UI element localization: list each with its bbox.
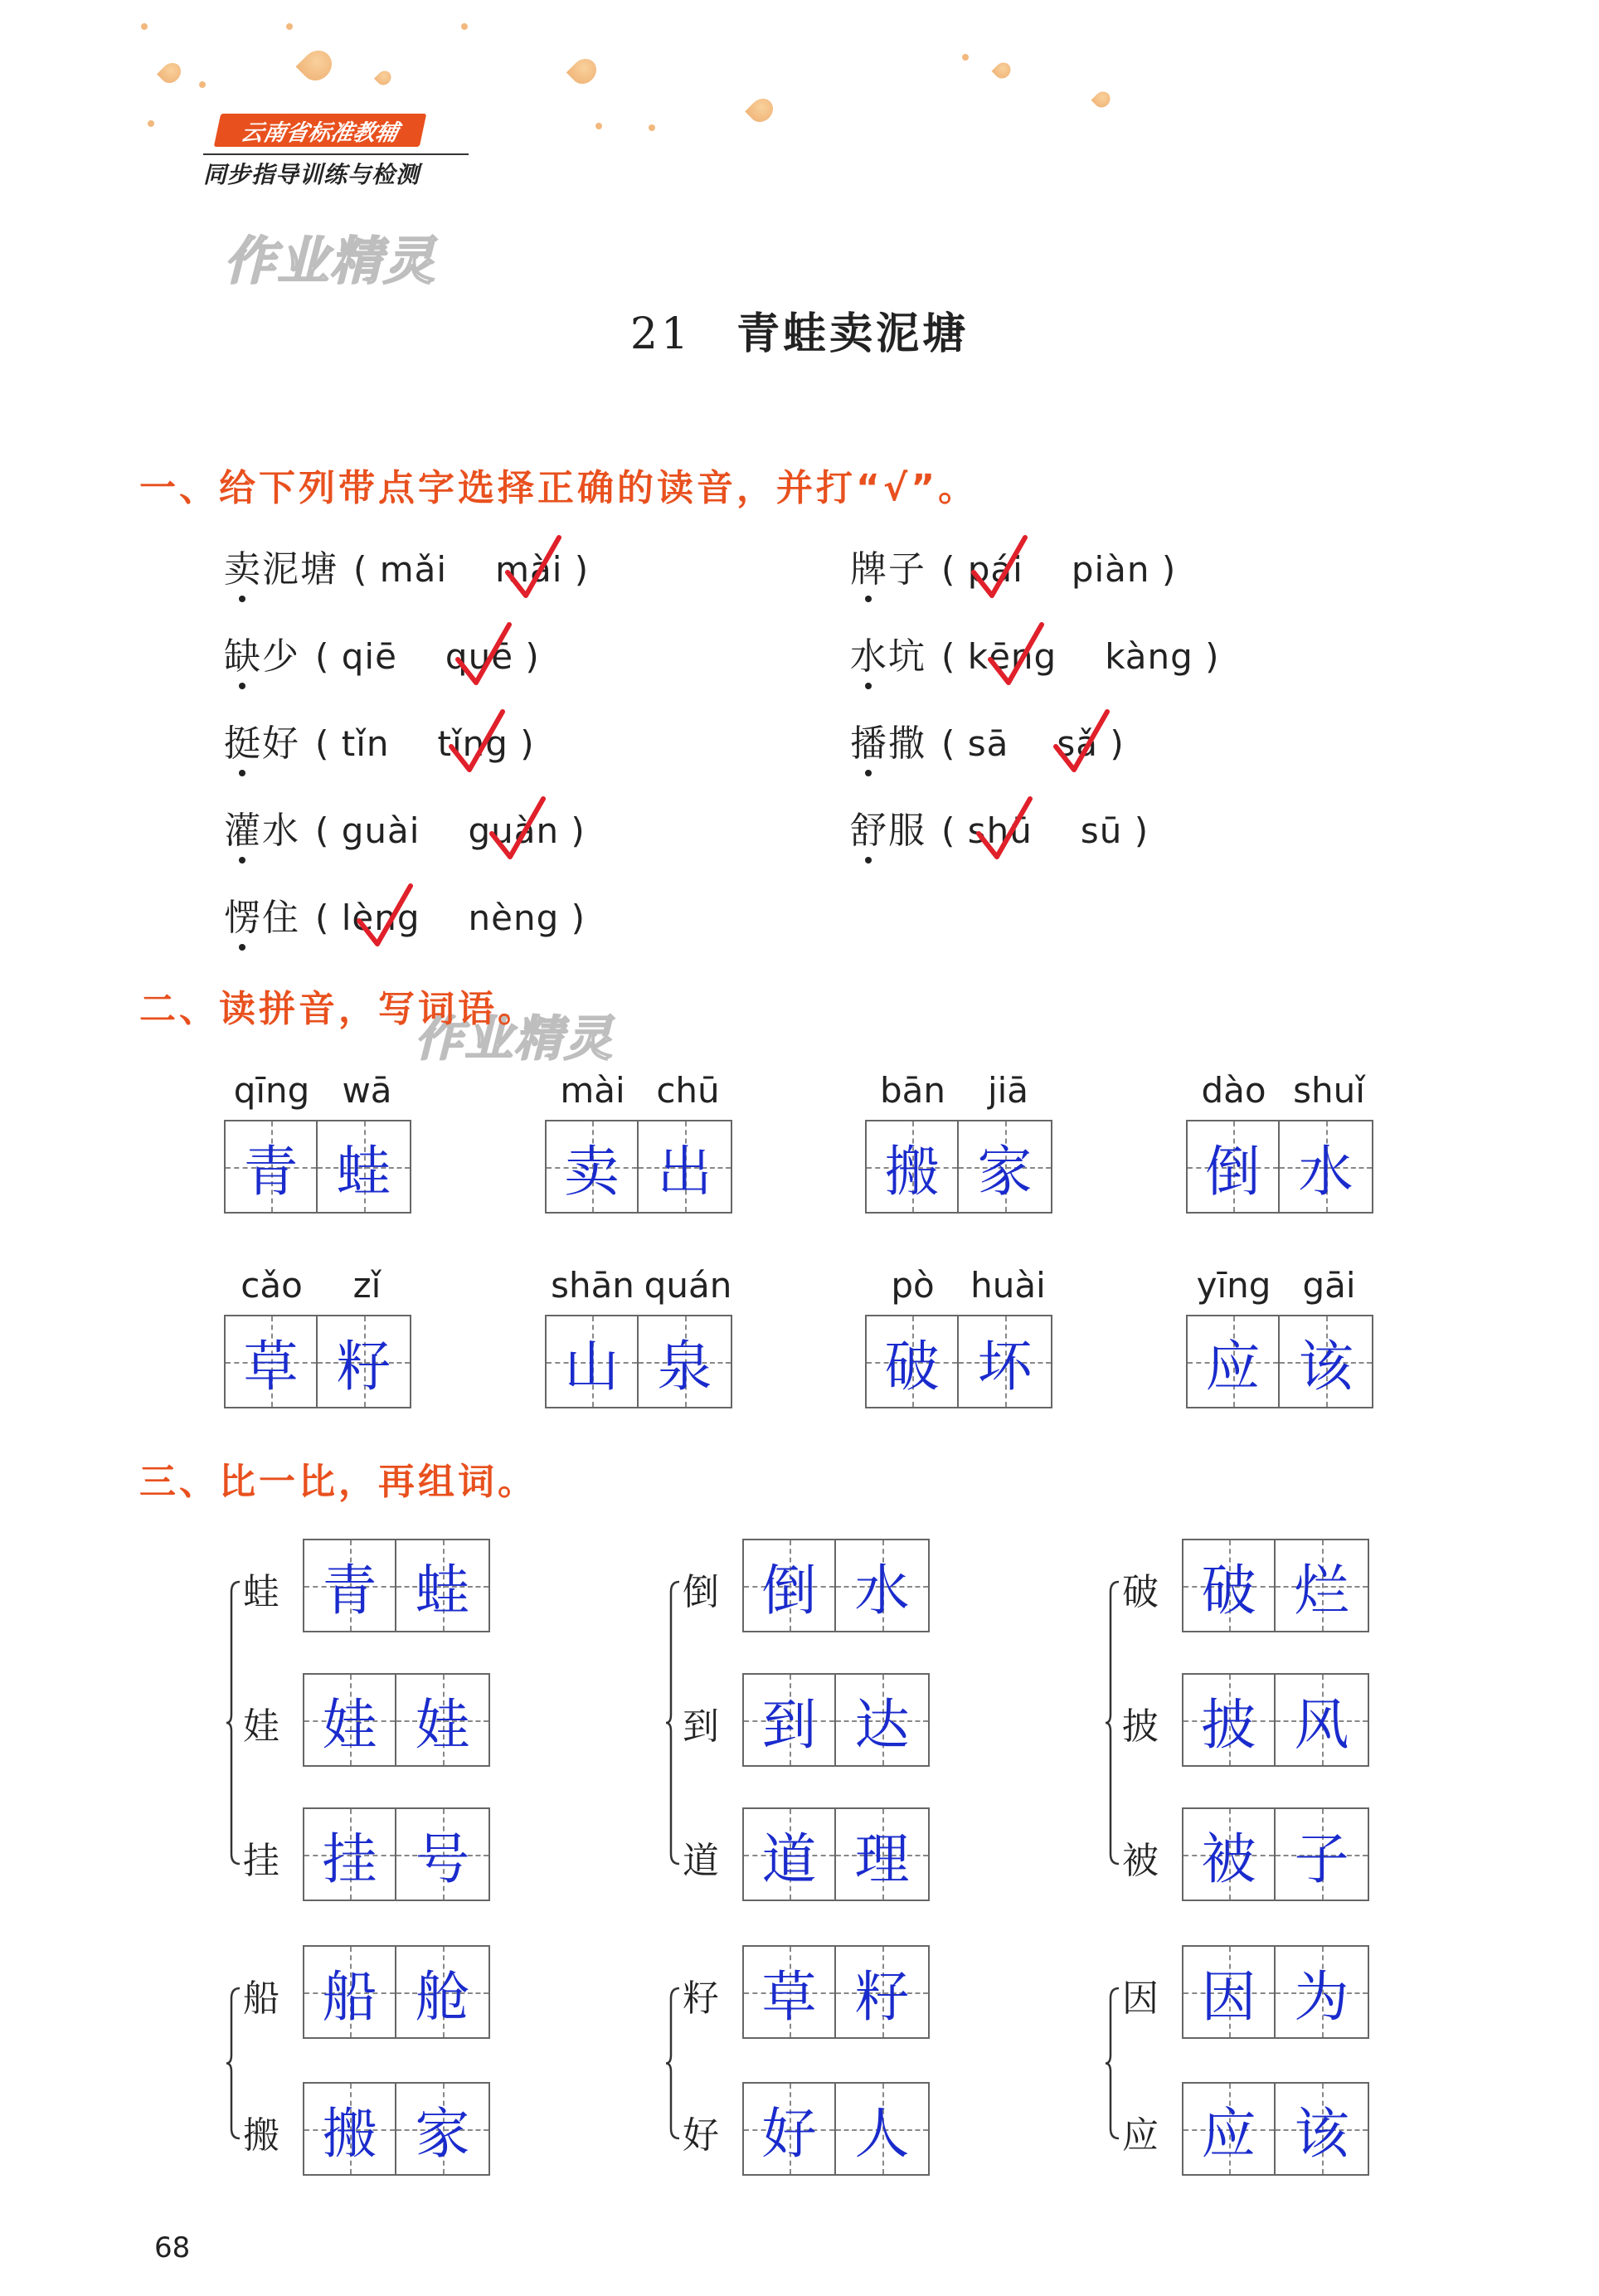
tian-grid-cell[interactable]: [836, 1673, 930, 1767]
answer-character: 船: [322, 1965, 377, 2029]
item-word: 灌水: [224, 810, 300, 852]
tian-grid-cell[interactable]: [1182, 1945, 1276, 2039]
pinyin-option[interactable]: pái: [967, 549, 1023, 590]
dot-decoration: [199, 81, 206, 88]
pinyin-options: ( guài guàn ): [315, 810, 586, 851]
item-word: 水坑: [850, 635, 926, 678]
section3-heading: 三、比一比，再组词。: [139, 1461, 537, 1503]
writing-grid[interactable]: [1186, 1120, 1373, 1214]
writing-grid[interactable]: [742, 1539, 930, 1632]
pinyin-option[interactable]: kàng: [1105, 636, 1193, 677]
pinyin-options: ( lèng nèng ): [315, 897, 586, 938]
pinyin-options: ( pái piàn ): [941, 549, 1177, 590]
writing-grid[interactable]: [1182, 1807, 1369, 1901]
tian-grid-cell[interactable]: [836, 2082, 930, 2176]
writing-grid[interactable]: [865, 1315, 1052, 1408]
answer-character: 人: [854, 2102, 910, 2166]
tian-grid-cell[interactable]: [1276, 1807, 1369, 1901]
tian-grid-cell[interactable]: [1276, 2082, 1369, 2176]
tian-grid-cell[interactable]: [1276, 1673, 1369, 1767]
brand-tag: 云南省标准教辅: [214, 114, 427, 147]
answer-character: 为: [1294, 1965, 1349, 2029]
pinyin-syllable: qīng: [233, 1070, 310, 1111]
answer-character: 搬: [322, 2102, 377, 2166]
writing-grid[interactable]: [303, 1945, 490, 2039]
compare-character: 应: [1122, 2114, 1159, 2157]
pinyin-label: [224, 1265, 415, 1306]
answer-character: 青: [243, 1140, 299, 1204]
answer-character: 倒: [761, 1559, 817, 1622]
pinyin-syllable: pò: [891, 1265, 935, 1306]
writing-grid[interactable]: [865, 1120, 1052, 1214]
answer-character: 蛙: [336, 1140, 391, 1204]
pinyin-option[interactable]: guàn: [468, 810, 560, 851]
brace-icon: [1106, 1580, 1122, 1866]
tian-grid-cell[interactable]: [1276, 1945, 1369, 2039]
pinyin-label: [545, 1070, 736, 1111]
dot-decoration: [461, 23, 468, 30]
pinyin-option[interactable]: sū: [1080, 810, 1123, 851]
tian-grid-cell[interactable]: [865, 1315, 959, 1408]
pinyin-options: ( sā sǎ ): [941, 723, 1125, 764]
item-word: 牌子: [850, 548, 926, 591]
pinyin-option[interactable]: sǎ: [1057, 723, 1098, 764]
tian-grid-cell[interactable]: [396, 1945, 490, 2039]
tian-grid-cell[interactable]: [545, 1120, 639, 1214]
answer-character: 籽: [336, 1335, 391, 1399]
tian-grid-cell[interactable]: [639, 1315, 732, 1408]
pinyin-syllable: gāi: [1302, 1265, 1356, 1306]
pinyin-syllable: shuǐ: [1293, 1070, 1365, 1111]
tian-grid-cell[interactable]: [396, 2082, 490, 2176]
answer-character: 家: [977, 1140, 1033, 1204]
pinyin-syllable: yīng: [1196, 1265, 1271, 1306]
answer-character: 到: [761, 1693, 817, 1757]
dot-decoration: [595, 123, 602, 129]
emphasis-dot: [239, 596, 245, 602]
tian-grid-cell[interactable]: [396, 1673, 490, 1767]
answer-character: 道: [761, 1827, 817, 1891]
tian-grid-cell[interactable]: [545, 1315, 639, 1408]
writing-grid[interactable]: [1182, 1673, 1369, 1767]
pinyin-syllable: mài: [560, 1070, 625, 1111]
tian-grid-cell[interactable]: [1182, 1807, 1276, 1901]
item-word: 播撒: [850, 722, 926, 765]
pinyin-label: [1186, 1070, 1377, 1111]
watermark: 作业精灵: [415, 1010, 615, 1067]
answer-character: 蛙: [415, 1559, 470, 1622]
emphasis-dot: [865, 596, 872, 602]
emphasis-dot: [239, 683, 245, 689]
answer-character: 挂: [322, 1827, 377, 1891]
compare-character: 被: [1122, 1840, 1159, 1882]
tian-grid-cell[interactable]: [742, 1539, 836, 1632]
tian-grid-cell[interactable]: [303, 1539, 396, 1632]
compare-character: 道: [683, 1840, 719, 1882]
answer-character: 坏: [977, 1335, 1033, 1399]
lesson-number: 21: [629, 309, 693, 359]
answer-character: 舱: [415, 1965, 470, 2029]
tian-grid-cell[interactable]: [396, 1807, 490, 1901]
writing-grid[interactable]: [742, 1673, 930, 1767]
answer-character: 青: [322, 1559, 377, 1622]
emphasis-dot: [239, 770, 245, 776]
answer-character: 泉: [657, 1335, 712, 1399]
dot-decoration: [286, 23, 293, 30]
pinyin-option[interactable]: sā: [967, 723, 1009, 764]
pinyin-options: ( tǐn tǐng ): [315, 723, 535, 764]
pinyin-option[interactable]: guài: [341, 810, 420, 851]
section2-heading: 二、读拼音，写词语。: [139, 988, 537, 1030]
writing-grid[interactable]: [224, 1315, 411, 1408]
tian-grid-cell[interactable]: [303, 2082, 396, 2176]
leaf-decoration: [566, 54, 601, 89]
writing-grid[interactable]: [742, 1945, 930, 2039]
writing-grid[interactable]: [1186, 1315, 1373, 1408]
item-word: 挺好: [224, 722, 300, 765]
brace-icon: [226, 1580, 243, 1866]
pinyin-option[interactable]: qiē: [341, 636, 397, 677]
pinyin-options: ( qiē quē ): [315, 636, 540, 677]
writing-grid[interactable]: [1182, 2082, 1369, 2176]
compare-character: 倒: [683, 1571, 719, 1613]
compare-character: 好: [683, 2114, 719, 2157]
tian-grid-cell[interactable]: [742, 1807, 836, 1901]
leaf-decoration: [374, 68, 394, 88]
section1-heading: 一、给下列带点字选择正确的读音，并打“√”。: [139, 467, 979, 509]
tian-grid-cell[interactable]: [303, 1945, 396, 2039]
checkmark-icon: [975, 795, 1033, 862]
tian-grid-cell[interactable]: [742, 1945, 836, 2039]
answer-character: 家: [415, 2102, 470, 2166]
tian-grid-cell[interactable]: [224, 1315, 318, 1408]
answer-character: 该: [1294, 2102, 1349, 2166]
answer-character: 水: [1298, 1140, 1354, 1204]
pinyin-syllable: huài: [970, 1265, 1046, 1306]
checkmark-icon: [1052, 708, 1111, 775]
dot-decoration: [649, 124, 655, 131]
compare-character: 搬: [243, 2114, 279, 2157]
answer-character: 好: [761, 2102, 817, 2166]
answer-character: 应: [1205, 1335, 1261, 1399]
pinyin-options: ( mǎi mài ): [353, 549, 590, 590]
writing-grid[interactable]: [1182, 1539, 1369, 1632]
pinyin-label: [224, 1070, 415, 1111]
tian-grid-cell[interactable]: [1186, 1315, 1280, 1408]
answer-character: 草: [761, 1965, 817, 2029]
pinyin-syllable: bān: [879, 1070, 946, 1111]
leaf-decoration: [992, 60, 1014, 82]
tian-grid-cell[interactable]: [1186, 1120, 1280, 1214]
tian-grid-cell[interactable]: [318, 1315, 411, 1408]
compare-character: 披: [1122, 1705, 1159, 1748]
pinyin-option[interactable]: kēng: [967, 636, 1057, 677]
pinyin-syllable: quán: [644, 1265, 732, 1306]
compare-character: 蛙: [243, 1571, 279, 1613]
answer-character: 出: [657, 1140, 712, 1204]
answer-character: 应: [1201, 2102, 1256, 2166]
checkmark-icon: [448, 708, 506, 775]
pinyin-syllable: dào: [1201, 1070, 1266, 1111]
pinyin-option[interactable]: nèng: [468, 897, 560, 938]
pinyin-option[interactable]: quē: [445, 636, 514, 677]
dot-decoration: [962, 54, 969, 61]
tian-grid-cell[interactable]: [303, 1673, 396, 1767]
pinyin-option[interactable]: lèng: [341, 897, 420, 938]
tian-grid-cell[interactable]: [959, 1120, 1052, 1214]
emphasis-dot: [239, 944, 245, 951]
tian-grid-cell[interactable]: [1280, 1120, 1373, 1214]
compare-character: 船: [243, 1977, 279, 2020]
pinyin-option[interactable]: mài: [495, 549, 563, 590]
pinyin-label: [1186, 1265, 1377, 1306]
tian-grid-cell[interactable]: [1182, 1673, 1276, 1767]
answer-character: 号: [415, 1827, 470, 1891]
writing-grid[interactable]: [742, 2082, 930, 2176]
checkmark-icon: [454, 621, 513, 688]
answer-character: 因: [1201, 1965, 1256, 2029]
lesson-name: 青蛙卖泥塘: [736, 309, 970, 359]
answer-character: 山: [564, 1335, 620, 1399]
tian-grid-cell[interactable]: [1280, 1315, 1373, 1408]
answer-character: 倒: [1205, 1140, 1261, 1204]
compare-character: 因: [1122, 1977, 1159, 2020]
writing-grid[interactable]: [303, 1539, 490, 1632]
answer-character: 娃: [322, 1693, 377, 1757]
compare-character: 挂: [243, 1840, 279, 1882]
answer-character: 籽: [854, 1965, 910, 2029]
tian-grid-cell[interactable]: [1182, 1539, 1276, 1632]
item-word: 卖泥塘: [224, 548, 338, 591]
page-number: 68: [154, 2231, 191, 2264]
tian-grid-cell[interactable]: [836, 1945, 930, 2039]
pinyin-syllable: chū: [656, 1070, 720, 1111]
answer-character: 子: [1294, 1827, 1349, 1891]
brand-subtitle: 同步指导训练与检测: [203, 153, 469, 190]
pinyin-syllable: wā: [342, 1070, 392, 1111]
answer-character: 被: [1201, 1827, 1256, 1891]
writing-grid[interactable]: [303, 1807, 490, 1901]
pinyin-option[interactable]: shū: [967, 810, 1033, 851]
pinyin-option[interactable]: piàn: [1071, 549, 1150, 590]
brace-icon: [666, 1987, 683, 2140]
writing-grid[interactable]: [1182, 1945, 1369, 2039]
pinyin-options: ( shū sū ): [941, 810, 1149, 851]
pinyin-options: ( kēng kàng ): [941, 636, 1220, 677]
pinyin-syllable: jiā: [987, 1070, 1029, 1111]
pinyin-syllable: shān: [551, 1265, 634, 1306]
checkmark-icon: [488, 795, 547, 862]
pinyin-option[interactable]: mǎi: [379, 549, 448, 590]
brace-icon: [1106, 1987, 1122, 2140]
item-word: 愣住: [224, 897, 300, 939]
emphasis-dot: [865, 683, 872, 689]
checkmark-icon: [967, 534, 1028, 601]
tian-grid-cell[interactable]: [639, 1120, 732, 1214]
item-word: 舒服: [850, 810, 926, 852]
pinyin-syllable: cǎo: [241, 1265, 303, 1306]
answer-character: 达: [854, 1693, 910, 1757]
compare-character: 籽: [683, 1977, 719, 2020]
tian-grid-cell[interactable]: [396, 1539, 490, 1632]
leaf-decoration: [157, 59, 185, 87]
pinyin-syllable: zǐ: [352, 1265, 382, 1306]
answer-character: 卖: [564, 1140, 620, 1204]
dot-decoration: [148, 120, 154, 127]
tian-grid-cell[interactable]: [1182, 2082, 1276, 2176]
tian-grid-cell[interactable]: [742, 1673, 836, 1767]
tian-grid-cell[interactable]: [318, 1120, 411, 1214]
compare-character: 破: [1122, 1571, 1159, 1613]
answer-character: 该: [1298, 1335, 1354, 1399]
answer-character: 烂: [1294, 1559, 1349, 1622]
answer-character: 水: [854, 1559, 910, 1622]
tian-grid-cell[interactable]: [224, 1120, 318, 1214]
tian-grid-cell[interactable]: [959, 1315, 1052, 1408]
answer-character: 破: [1201, 1559, 1256, 1622]
checkmark-icon: [356, 883, 414, 949]
tian-grid-cell[interactable]: [1276, 1539, 1369, 1632]
answer-character: 草: [243, 1335, 299, 1399]
tian-grid-cell[interactable]: [303, 1807, 396, 1901]
compare-character: 到: [683, 1705, 719, 1748]
answer-character: 披: [1201, 1693, 1256, 1757]
emphasis-dot: [865, 857, 872, 863]
dot-decoration: [141, 23, 148, 30]
answer-character: 风: [1294, 1693, 1349, 1757]
leaf-decoration: [296, 45, 338, 87]
tian-grid-cell[interactable]: [865, 1120, 959, 1214]
tian-grid-cell[interactable]: [742, 2082, 836, 2176]
leaf-decoration: [1091, 89, 1114, 111]
lesson-title: [0, 299, 1599, 361]
pinyin-label: [865, 1070, 1056, 1111]
pinyin-label: [865, 1265, 1056, 1306]
pinyin-option[interactable]: tǐn: [341, 723, 390, 764]
compare-character: 娃: [243, 1705, 279, 1748]
writing-grid[interactable]: [303, 1673, 490, 1767]
answer-character: 搬: [884, 1140, 940, 1204]
writing-grid[interactable]: [545, 1120, 732, 1214]
item-word: 缺少: [224, 635, 300, 678]
answer-character: 理: [854, 1827, 910, 1891]
writing-grid[interactable]: [303, 2082, 490, 2176]
writing-grid[interactable]: [224, 1120, 411, 1214]
emphasis-dot: [865, 770, 872, 776]
writing-grid[interactable]: [545, 1315, 732, 1408]
pinyin-label: [545, 1265, 736, 1306]
checkmark-icon: [504, 534, 562, 601]
pinyin-option[interactable]: tǐng: [437, 723, 508, 764]
leaf-decoration: [745, 94, 778, 127]
writing-grid[interactable]: [742, 1807, 930, 1901]
emphasis-dot: [239, 857, 245, 863]
tian-grid-cell[interactable]: [836, 1539, 930, 1632]
checkmark-icon: [987, 621, 1045, 688]
brace-icon: [666, 1580, 683, 1866]
tian-grid-cell[interactable]: [836, 1807, 930, 1901]
watermark: 作业精灵: [224, 231, 437, 291]
answer-character: 娃: [415, 1693, 470, 1757]
answer-character: 破: [884, 1335, 940, 1399]
brace-icon: [226, 1987, 243, 2140]
